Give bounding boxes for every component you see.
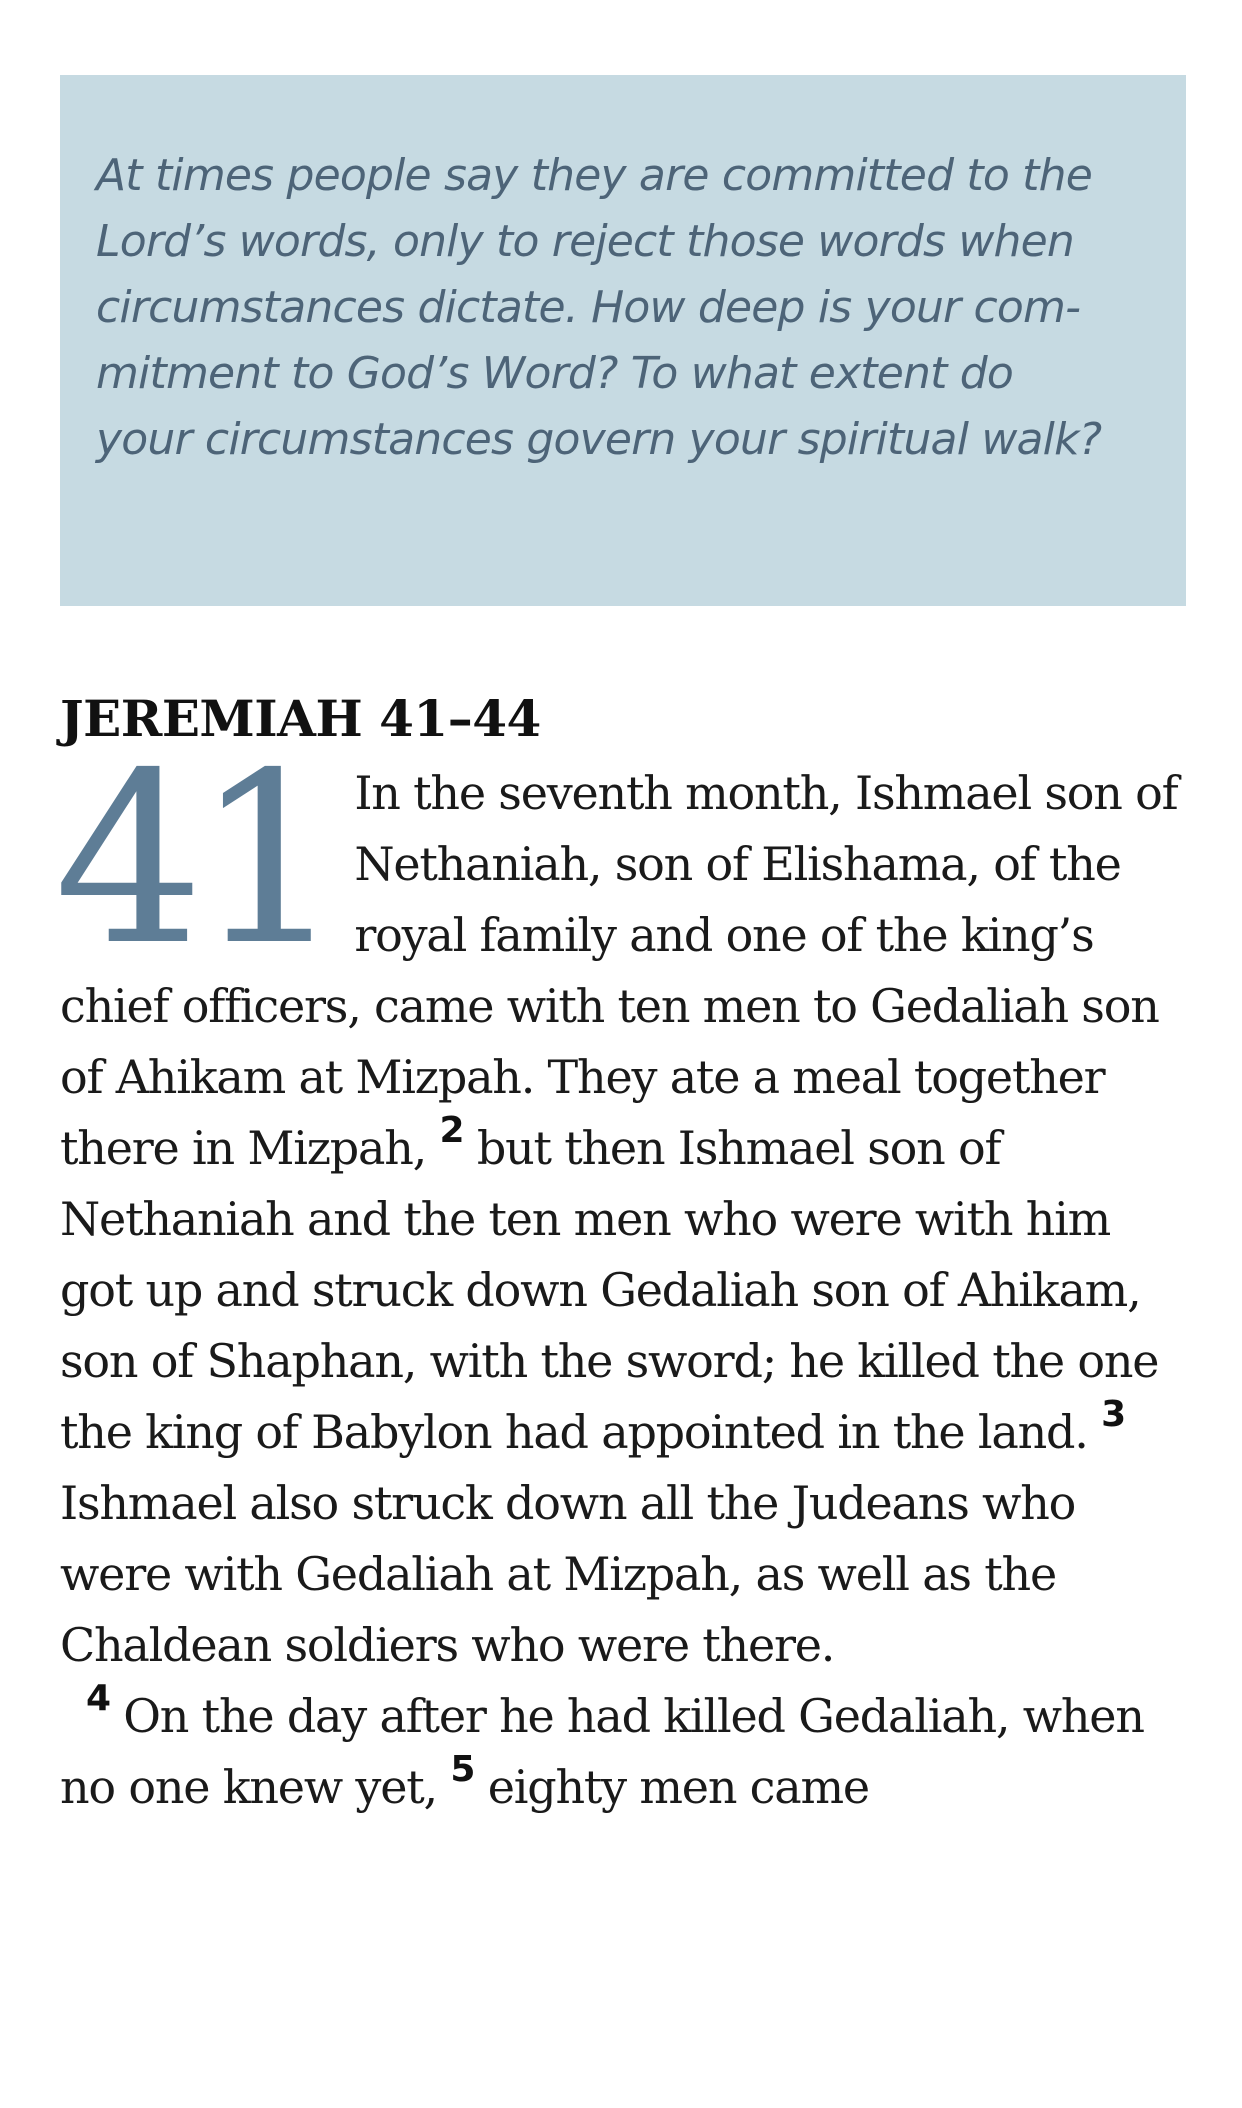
callout-line: your circumstances govern your spiritual walk? (96, 414, 1102, 465)
verse-number-2: 2 (439, 1110, 464, 1151)
callout-line: circumstances dictate. How deep is your com- (96, 282, 1081, 333)
verse-4-text: On the day after he had killed Gedaliah, when no one knew yet, (60, 1689, 1144, 1814)
passage-text (54, 722, 1190, 1823)
verse-number-3: 3 (1101, 1394, 1125, 1435)
reflection-callout (60, 75, 1186, 606)
scripture-reading (54, 688, 1190, 1823)
callout-line: Lord’s words, only to reject those words when (96, 216, 1074, 267)
verse-2-text: but then Ishmael son of Nethaniah and the ten men who were with him got up and struck down Gedaliah son of Ahikam, son of Shaphan, with the sword; he killed the one the king of Babylon had appointed in the land. (60, 1121, 1159, 1459)
chapter-number: 41 (54, 722, 335, 997)
verse-3-text: Ishmael also struck down all the Judeans who were with Gedaliah at Mizpah, as well as the Chaldean soldiers who were there. (60, 1476, 1076, 1672)
reading-heading: JEREMIAH 41–44 (60, 689, 541, 748)
verse-number-4: 4 (86, 1678, 110, 1719)
verse-1-text: In the seventh month, Ishmael son of Nethaniah, son of Elishama, of the royal family and one of the king’s chief officers, came with ten men to Gedaliah son of Ahikam at Mizpah. They ate a meal together there in Mizpah, (60, 766, 1178, 1175)
callout-line: mitment to God’s Word? To what extent do (96, 348, 1014, 399)
verse-number-5: 5 (450, 1749, 475, 1790)
callout-line: At times people say they are committed to the (96, 150, 1092, 201)
verse-5-text: eighty men came (487, 1760, 869, 1814)
